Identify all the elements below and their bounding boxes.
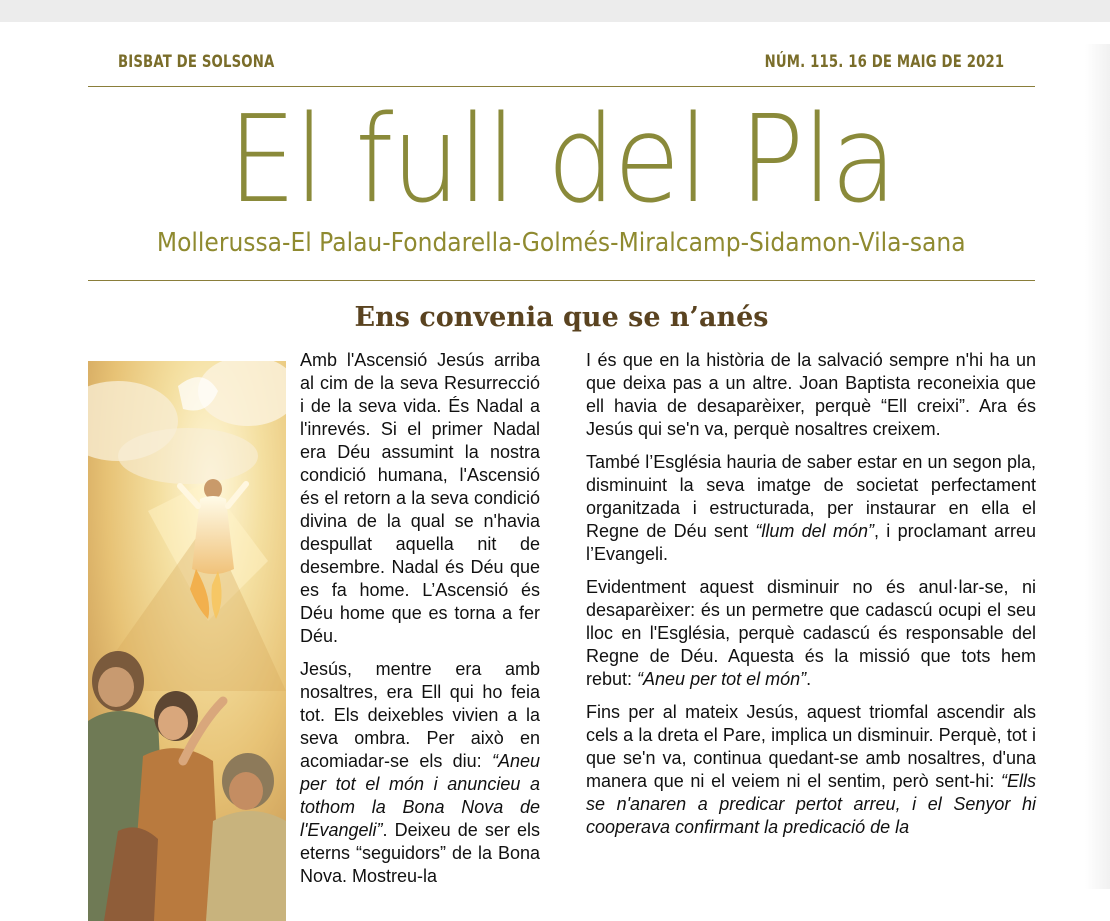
quote: “Aneu per tot el món” bbox=[637, 669, 807, 689]
masthead-title: El full del Pla bbox=[227, 91, 896, 230]
issue-date: NÚM. 115. 16 DE MAIG DE 2021 bbox=[764, 52, 1004, 72]
quote: “llum del món” bbox=[755, 521, 874, 541]
paragraph: Jesús, mentre era amb nosaltres, era Ell qui ho feia tot. Els deixebles vivien a la seva ombra. Per això en acomiadar-se els diu: “Aneu per tot el món i anuncieu a tothom la Bona Nova de l'Evangeli”. Deixeu de ser els eterns “seguidors” de la Bona Nova. Mostreu-la bbox=[300, 659, 540, 886]
ascension-illustration bbox=[88, 361, 286, 921]
paragraph: Evidentment aquest disminuir no és anul·lar-se, ni desaparèixer: és un permetre que cadascú ocupi el seu lloc en l'Església, perquè cadascú és responsable del Regne de Déu. Aquesta és la missió que tots hem rebut: “Aneu per tot el món”. bbox=[586, 577, 1036, 689]
page-edge-shadow bbox=[1085, 44, 1110, 889]
masthead-rule bbox=[88, 280, 1035, 281]
article-column-left bbox=[90, 349, 540, 921]
article-title: Ens convenia que se n’anés bbox=[354, 302, 769, 333]
quote: “Aneu per tot el món i anuncieu a tothom la Bona Nova de l'Evangeli” bbox=[300, 751, 540, 840]
paragraph: I és que en la història de la salvació sempre n'hi ha un que deixa pas a un altre. Joan Baptista reconeixia que ell havia de desaparèixer, perquè “Ell creixi”. Ara és Jesús qui se'n va, perquè nosaltres creixem. bbox=[586, 350, 1036, 439]
parish-list: Mollerussa-El Palau-Fondarella-Golmés-Miralcamp-Sidamon-Vila-sana bbox=[157, 228, 966, 258]
newsletter-page bbox=[0, 22, 1110, 886]
quote: “Ells se n'anaren a predicar pertot arreu, i el Senyor hi cooperava confirmant la predicació de la bbox=[586, 771, 1036, 837]
viewer-top-bar bbox=[0, 0, 1110, 23]
header-rule bbox=[88, 86, 1035, 87]
paragraph: També l’Església hauria de saber estar en un segon pla, disminuint la seva imatge de societat perfectament organitzada i estructurada, per instaurar en ella el Regne de Déu sent “llum del món”, i proclamant arreu l’Evangeli. bbox=[586, 452, 1036, 564]
paragraph: Fins per al mateix Jesús, aquest triomfal ascendir als cels a la dreta el Pare, implica un disminuir. Perquè, tot i que se'n va, continua quedant-se amb nosaltres, d'una manera que ni el veiem ni el sentim, però sent-hi: “Ells se n'anaren a predicar pertot arreu, i el Senyor hi cooperava confirmant la predicació de la bbox=[586, 702, 1036, 837]
article-column-right bbox=[586, 349, 1036, 849]
paragraph: Amb l'Ascensió Jesús arriba al cim de la seva Resurrecció i de la seva vida. És Nadal a l'inrevés. Si el primer Nadal era Déu assumint la nostra condició humana, l'Ascensió és el retorn a la seva condició divina de la qual se n'havia despullat aquella nit de desembre. Nadal és Déu que es fa home. L’Ascensió és Déu home que es torna a fer Déu. bbox=[300, 350, 540, 646]
diocese-label: BISBAT DE SOLSONA bbox=[118, 52, 275, 72]
